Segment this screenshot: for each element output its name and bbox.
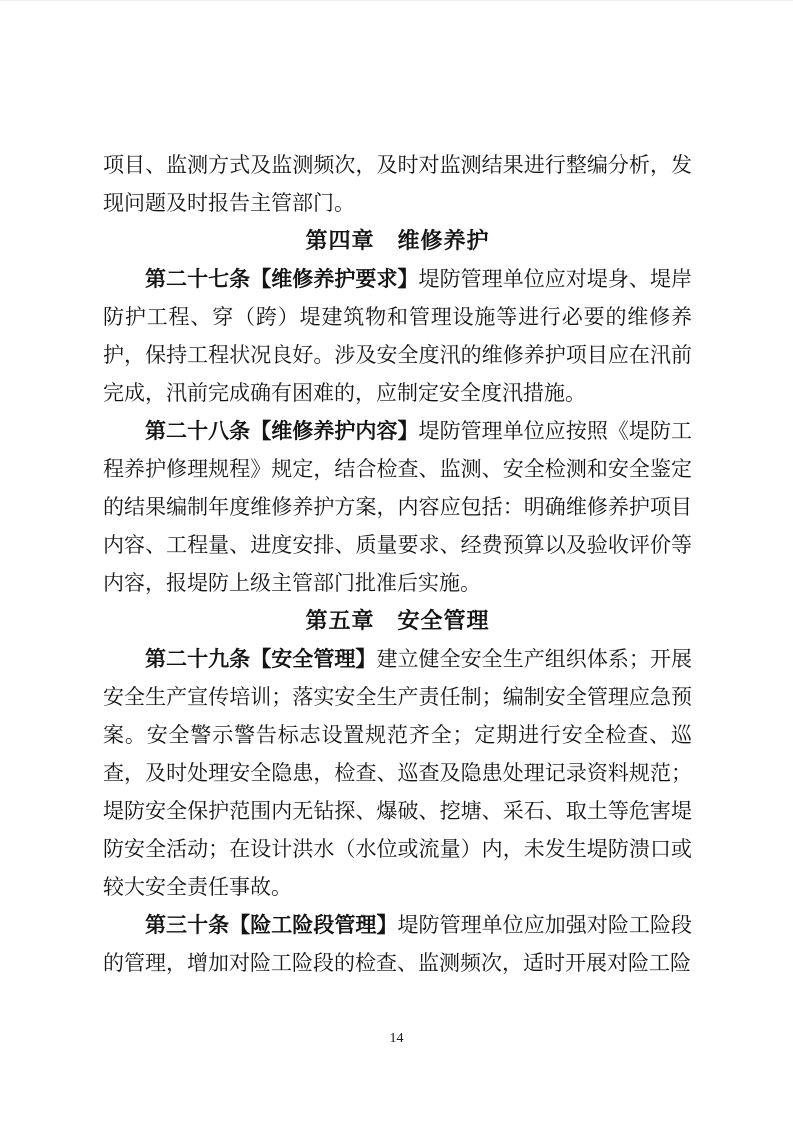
article-29-paragraph [103,640,692,906]
paragraph-monitoring-continuation: 项目、监测方式及监测频次，及时对监测结果进行整编分析，发现问题及时报告主管部门。 [103,153,692,215]
chapter-5-heading: 第五章 安全管理 [305,608,490,633]
article-28-text: 堤防管理单位应按照《堤防工程养护修理规程》规定，结合检查、监测、安全检测和安全鉴定的结果编制年度维修养护方案，内容应包括：明确维修养护项目内容、工程量、进度安排、质量要求、经费预算以及验收评价等内容，报堤防上级主管部门批准后实施。 [103,419,693,595]
page-number: 14 [389,1031,404,1046]
article-27-text: 堤防管理单位应对堤身、堤岸防护工程、穿（跨）堤建筑物和管理设施等进行必要的维修养护，保持工程状况良好。涉及安全度汛的维修养护项目应在汛前完成，汛前完成确有困难的，应制定安全度汛措施。 [103,267,693,405]
article-28-number-title: 第二十八条【维修养护内容】 [145,419,419,443]
article-29-number-title: 第二十九条【安全管理】 [145,647,377,671]
chapter-4-heading: 第四章 维修养护 [305,228,490,253]
article-30-paragraph [103,906,692,982]
article-30-number-title: 第三十条【险工险段管理】 [145,913,398,937]
article-29-text: 建立健全安全生产组织体系；开展安全生产宣传培训；落实安全生产责任制；编制安全管理应急预案。安全警示警告标志设置规范齐全；定期进行安全检查、巡查，及时处理安全隐患，检查、巡查及隐患处理记录资料规范；堤防安全保护范围内无钻探、爆破、挖塘、采石、取土等危害堤防安全活动；在设计洪水（水位或流量）内，未发生堤防溃口或较大安全责任事故。 [103,647,693,899]
article-27-number-title: 第二十七条【维修养护要求】 [145,267,419,291]
article-30-text: 堤防管理单位应加强对险工险段的管理，增加对险工险段的检查、监测频次，适时开展对险工险 [103,913,693,975]
article-28-paragraph [103,412,692,602]
document-body [103,146,692,982]
article-27-paragraph [103,260,692,412]
